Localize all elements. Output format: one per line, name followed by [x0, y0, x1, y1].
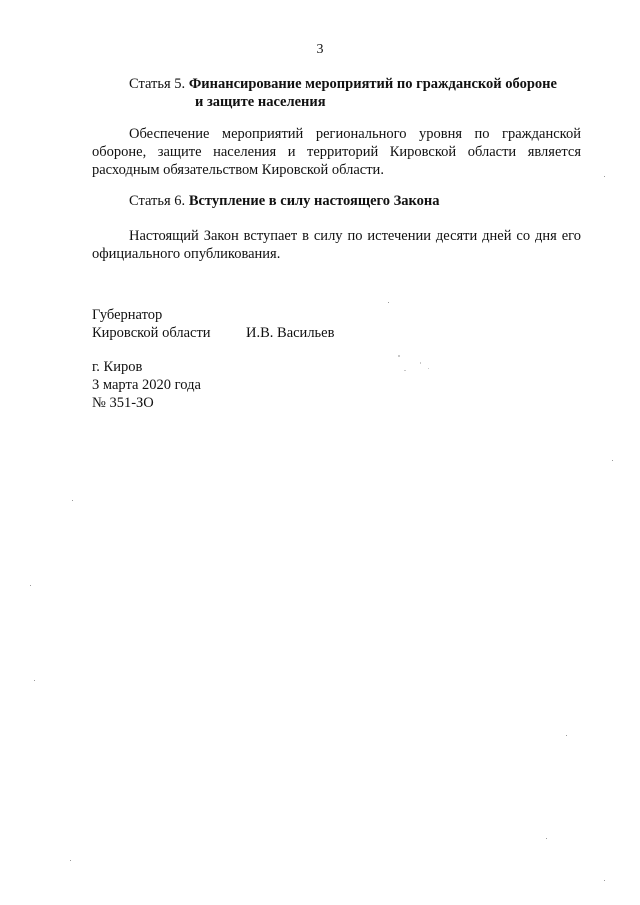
article-5-title-line-1: Финансирование мероприятий по гражданской обороне [188, 76, 557, 92]
article-6-body-line-1: Настоящий Закон вступает в силу по истечении десяти дней со дня его [129, 228, 581, 244]
scan-speck [612, 460, 613, 461]
article-6-body-line-2: официального опубликования. [92, 246, 281, 262]
article-6-title: Вступление в силу настоящего Закона [188, 193, 440, 209]
scan-speck [420, 362, 421, 364]
scan-speck [34, 680, 35, 681]
scan-speck [604, 880, 605, 881]
issue-city: г. Киров [92, 359, 143, 375]
article-5-heading [129, 75, 557, 93]
signatory-position-line-2: Кировской области [92, 325, 211, 341]
article-5-body-line-3: расходным обязательством Кировской области. [92, 162, 384, 178]
scan-speck [404, 370, 406, 371]
article-5-prefix: Статья 5. [129, 76, 186, 92]
law-number: № 351-ЗО [92, 395, 154, 411]
scan-speck [604, 176, 605, 177]
issue-date: 3 марта 2020 года [92, 377, 201, 393]
page-number: 3 [316, 42, 324, 57]
article-5-body-line-2: обороне, защите населения и территорий Кировской области является [92, 144, 581, 160]
scan-speck [388, 302, 389, 303]
scan-speck [70, 860, 71, 861]
signatory-position-line-1: Губернатор [92, 307, 163, 323]
scan-speck [398, 355, 400, 357]
scan-speck [30, 585, 31, 586]
scan-speck [566, 735, 567, 736]
signatory-name: И.В. Васильев [246, 325, 335, 341]
scan-speck [72, 500, 73, 501]
scan-speck [546, 838, 547, 839]
scan-speck [428, 368, 429, 369]
article-6-prefix: Статья 6. [129, 193, 186, 209]
article-6-heading [129, 192, 440, 210]
article-5-body-line-1: Обеспечение мероприятий регионального уровня по гражданской [129, 126, 581, 142]
article-5-title-line-2: и защите населения [195, 94, 326, 110]
